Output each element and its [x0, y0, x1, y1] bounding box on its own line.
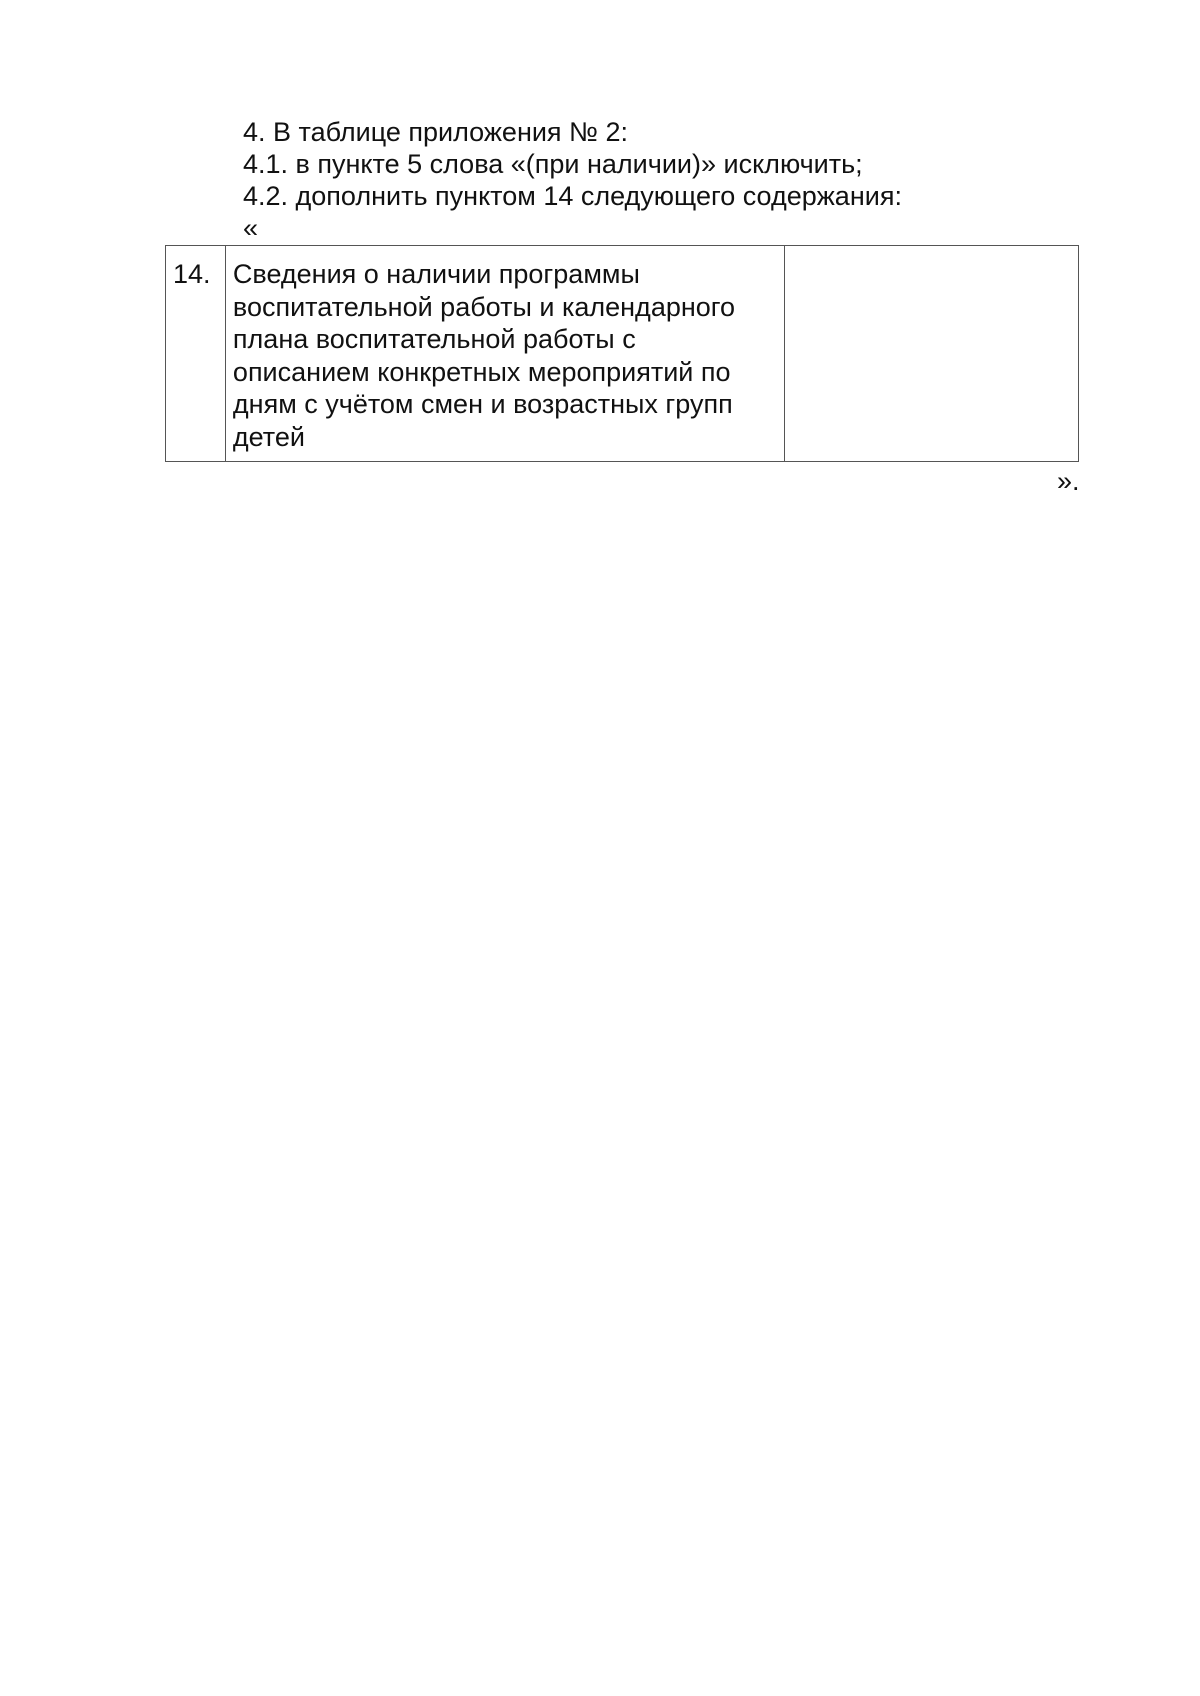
closing-quote: ».: [1057, 466, 1080, 496]
amendment-text: [243, 116, 902, 244]
appendix-table: [165, 245, 1079, 462]
table-row: [166, 246, 1079, 462]
row-number: 14.: [166, 246, 226, 462]
inserted-table: [165, 245, 1079, 462]
item-4-2: 4.2. дополнить пунктом 14 следующего содержания:: [243, 181, 902, 211]
opening-quote: «: [243, 213, 259, 243]
item-4-heading: 4. В таблице приложения № 2:: [243, 117, 629, 147]
item-4-1: 4.1. в пункте 5 слова «(при наличии)» исключить;: [243, 149, 863, 179]
row-value: [785, 246, 1079, 462]
row-description: Сведения о наличии программы воспитательной работы и календарного плана воспитательной работы с описанием конкретных мероприятий по дням с учётом смен и возрастных групп детей: [225, 246, 784, 462]
